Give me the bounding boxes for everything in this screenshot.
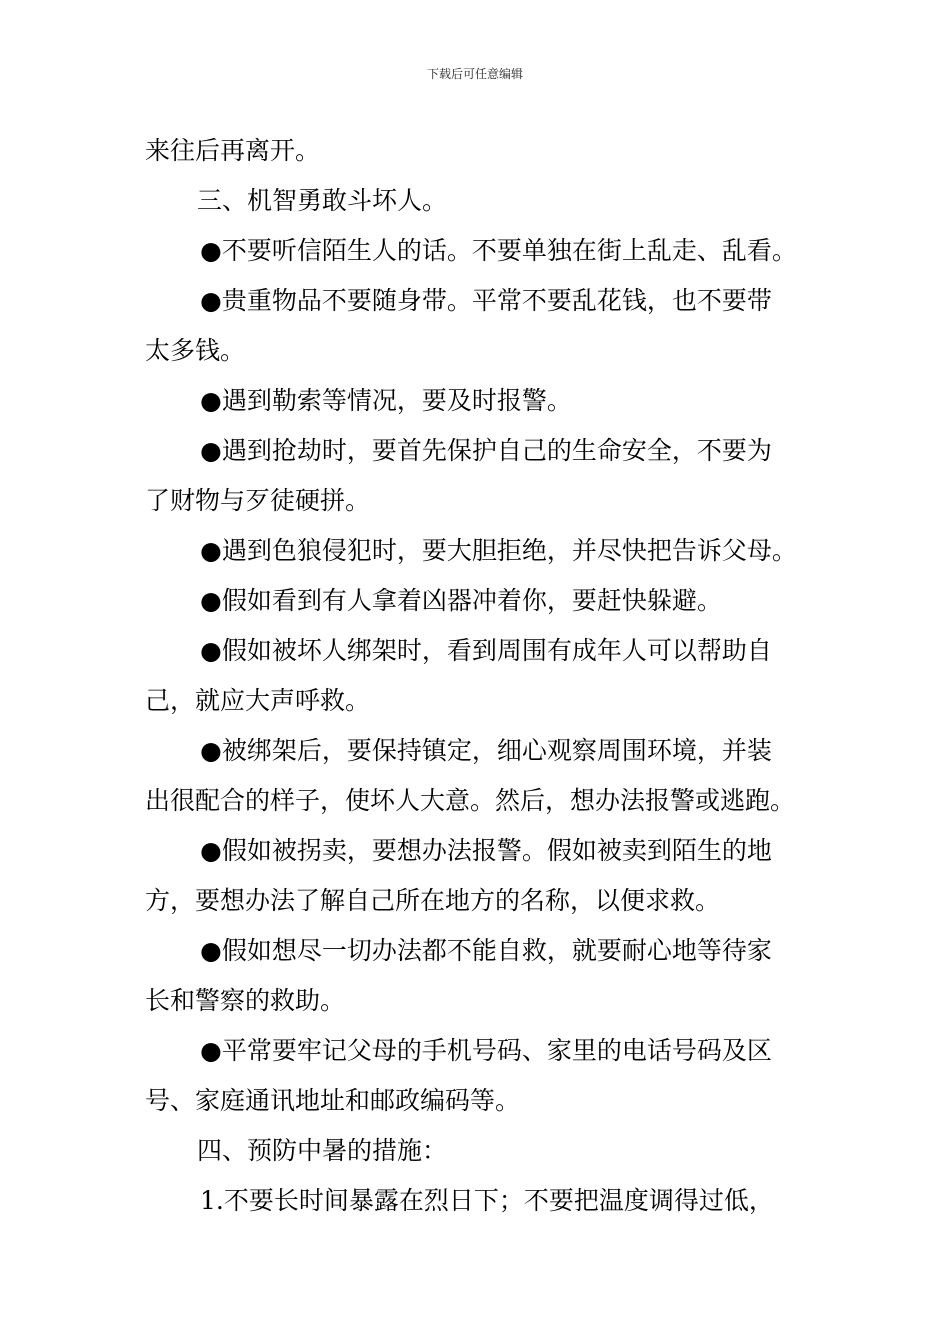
bullet-line: ●平常要牢记父母的手机号码、家里的电话号码及区 — [200, 1036, 772, 1065]
bullet-line: ●假如被坏人绑架时，看到周围有成年人可以帮助自 — [200, 636, 772, 665]
bullet-line: ●遇到勒索等情况，要及时报警。 — [200, 386, 572, 415]
bullet-line: ●不要听信陌生人的话。不要单独在街上乱走、乱看。 — [200, 236, 797, 265]
paragraph-line: 己，就应大声呼救。 — [145, 686, 371, 715]
section-heading: 四、预防中暑的措施： — [197, 1136, 448, 1165]
paragraph-line: 号、家庭通讯地址和邮政编码等。 — [145, 1086, 521, 1115]
section-heading: 三、机智勇敢斗坏人。 — [197, 186, 448, 215]
paragraph-line: 来往后再离开。 — [145, 136, 321, 165]
document-body — [145, 126, 810, 1226]
bullet-line: ●贵重物品不要随身带。平常不要乱花钱，也不要带 — [200, 286, 772, 315]
numbered-line: 1.不要长时间暴露在烈日下；不要把温度调得过低， — [200, 1186, 774, 1215]
bullet-line: ●假如被拐卖，要想办法报警。假如被卖到陌生的地 — [200, 836, 772, 865]
paragraph-line: 出很配合的样子，使坏人大意。然后，想办法报警或逃跑。 — [145, 786, 796, 815]
bullet-line: ●假如看到有人拿着凶器冲着你，要赶快躲避。 — [200, 586, 722, 615]
paragraph-line: 长和警察的救助。 — [145, 986, 346, 1015]
paragraph-line: 太多钱。 — [145, 336, 246, 365]
bullet-line: ●遇到色狼侵犯时，要大胆拒绝，并尽快把告诉父母。 — [200, 536, 797, 565]
page-header: 下载后可任意编辑 — [426, 67, 523, 81]
bullet-line: ●被绑架后，要保持镇定，细心观察周围环境，并装 — [200, 736, 772, 765]
paragraph-line: 了财物与歹徒硬拼。 — [145, 486, 371, 515]
paragraph-line: 方，要想办法了解自己所在地方的名称，以便求救。 — [145, 886, 721, 915]
bullet-line: ●遇到抢劫时，要首先保护自己的生命安全，不要为 — [200, 436, 772, 465]
bullet-line: ●假如想尽一切办法都不能自救，就要耐心地等待家 — [200, 936, 772, 965]
